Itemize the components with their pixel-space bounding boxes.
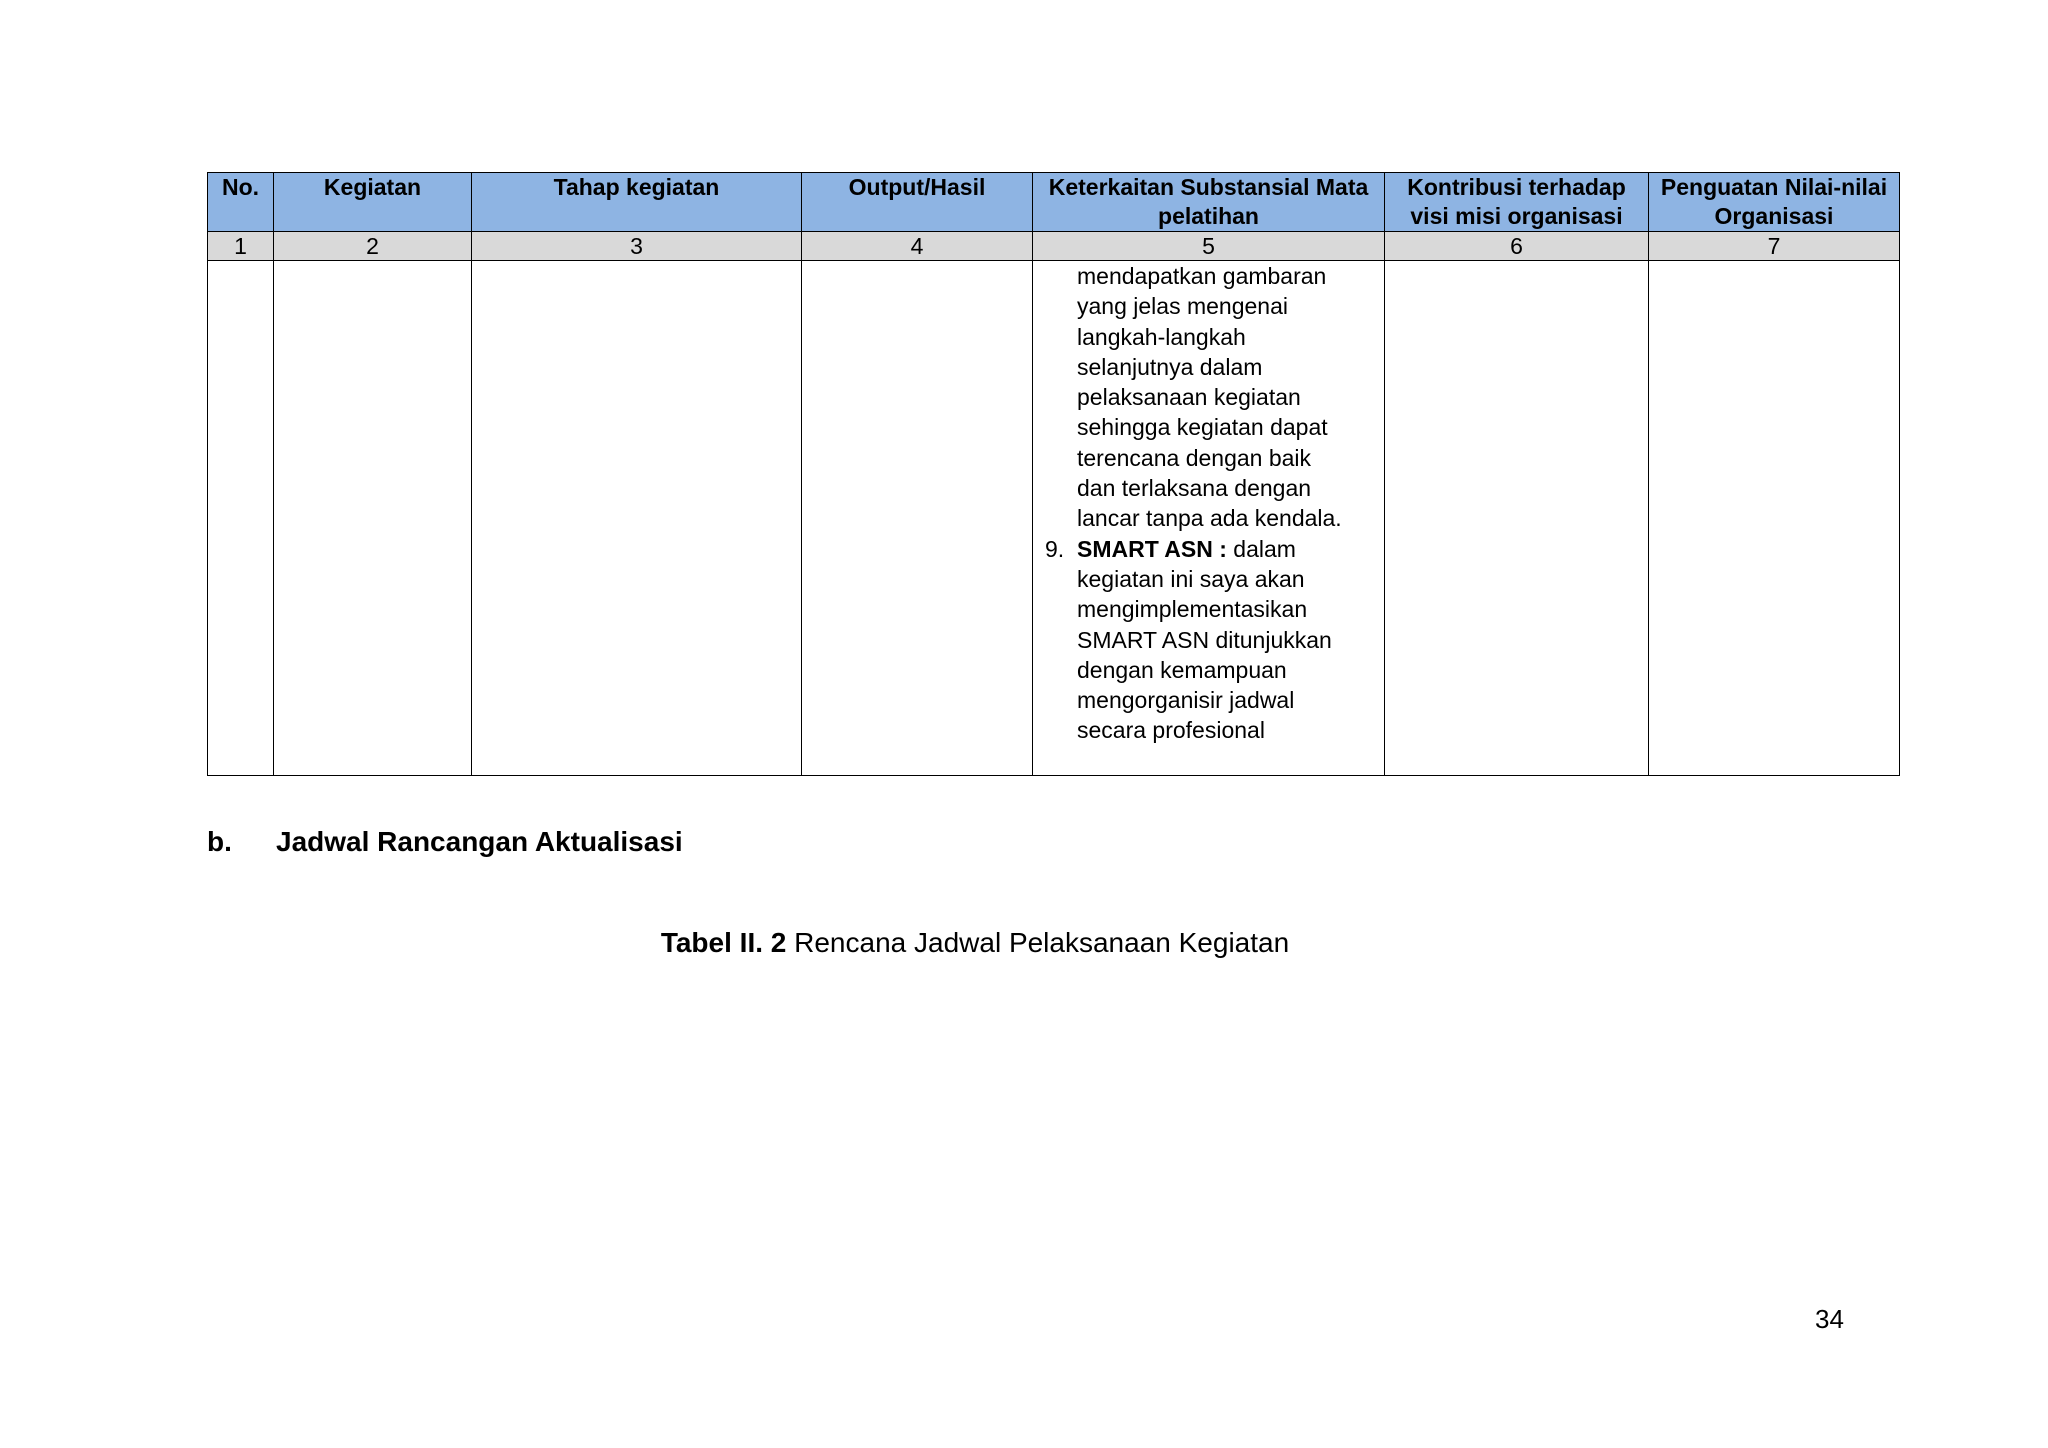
text-line: kegiatan ini saya akan	[1077, 565, 1305, 592]
column-number: 4	[802, 232, 1033, 261]
table-row	[208, 261, 1900, 776]
text-line: sehingga kegiatan dapat	[1077, 414, 1328, 441]
text-line: pelaksanaan kegiatan	[1077, 384, 1301, 411]
text-line: selanjutnya dalam	[1077, 353, 1263, 380]
cell-penguatan-nilai	[1649, 261, 1900, 776]
section-heading	[207, 826, 683, 858]
column-number: 6	[1385, 232, 1649, 261]
column-number: 2	[274, 232, 472, 261]
text-line: langkah-langkah	[1077, 323, 1246, 350]
caption-label: Tabel II. 2	[660, 927, 787, 958]
page-number: 34	[1815, 1304, 1844, 1334]
text-line: yang jelas mengenai	[1077, 293, 1288, 320]
column-number: 1	[208, 232, 274, 261]
text-line: dengan kemampuan	[1077, 656, 1287, 683]
cell-tahap-kegiatan	[472, 261, 802, 776]
header-kontribusi-visi-misi: Kontribusi terhadap visi misi organisasi	[1385, 173, 1649, 232]
header-no: No.	[208, 173, 274, 232]
header-tahap-kegiatan: Tahap kegiatan	[472, 173, 802, 232]
column-number: 3	[472, 232, 802, 261]
text-line: dan terlaksana dengan	[1077, 475, 1312, 502]
cell-no	[208, 261, 274, 776]
text-line: terencana dengan baik	[1077, 444, 1312, 471]
header-output-hasil: Output/Hasil	[802, 173, 1033, 232]
column-number: 5	[1033, 232, 1385, 261]
list-item-9	[1045, 534, 1378, 564]
text-line: lancar tanpa ada kendala.	[1077, 505, 1342, 532]
cell-kegiatan	[274, 261, 472, 776]
column-number: 7	[1649, 232, 1900, 261]
cell-output-hasil	[802, 261, 1033, 776]
text-line: mengorganisir jadwal	[1077, 687, 1295, 714]
header-penguatan-nilai: Penguatan Nilai-nilai Organisasi	[1649, 173, 1900, 232]
header-keterkaitan-substansial: Keterkaitan Substansial Mata pelatihan	[1033, 173, 1385, 232]
table-header-row	[208, 173, 1900, 232]
keterkaitan-text	[1033, 261, 1384, 746]
list-item-label: SMART ASN :	[1077, 535, 1227, 562]
section-title: Jadwal Rancangan Aktualisasi	[276, 826, 683, 857]
text-line: mengimplementasikan	[1077, 596, 1308, 623]
cell-keterkaitan-substansial	[1033, 261, 1385, 776]
header-kegiatan: Kegiatan	[274, 173, 472, 232]
cell-kontribusi	[1385, 261, 1649, 776]
caption-text: Rencana Jadwal Pelaksanaan Kegiatan	[786, 927, 1290, 958]
text-line: mendapatkan gambaran	[1077, 263, 1327, 289]
list-number: 9.	[1045, 535, 1065, 562]
text-line: secara profesional	[1077, 717, 1265, 744]
column-number-row	[208, 232, 1900, 261]
section-letter: b.	[207, 826, 232, 857]
activity-table	[207, 172, 1900, 776]
text-line: dalam	[1226, 535, 1296, 562]
table-caption	[0, 927, 1950, 959]
text-line: SMART ASN ditunjukkan	[1077, 626, 1332, 653]
